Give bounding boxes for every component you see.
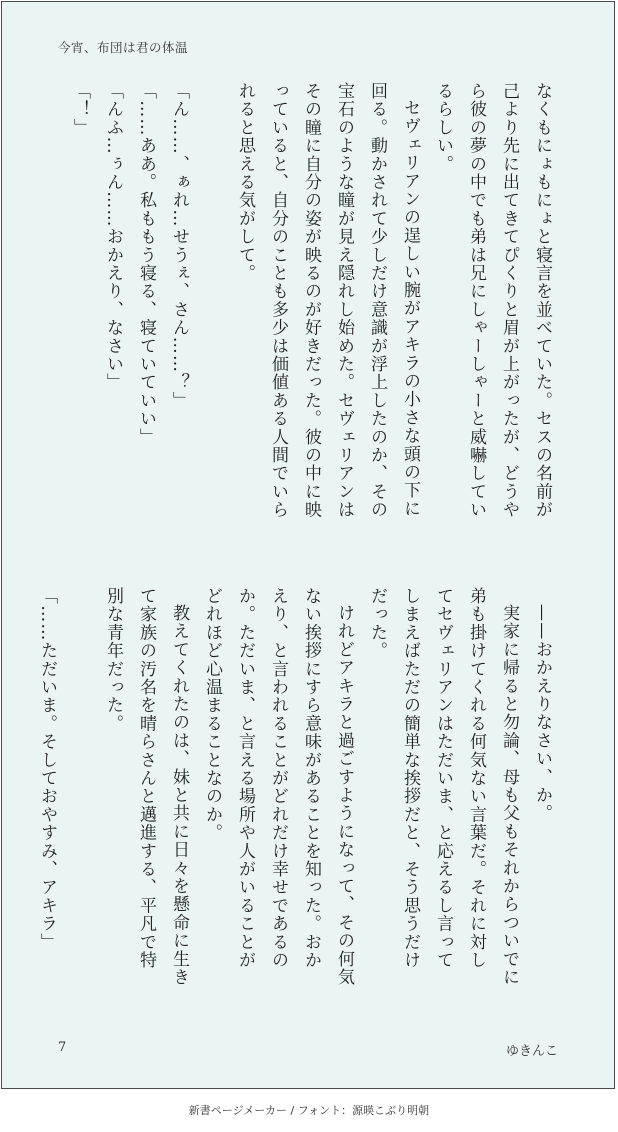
author-name: ゆきんこ [505, 1044, 558, 1059]
paragraph: セヴェリアンの逞しい腕がアキラの小さな頭の下に回る。動かされて少しだけ意識が浮上したのか、その宝石のような瞳が見え隠れし始めた。セヴェリアンはその瞳に自分の姿が映るのが好きだった。彼の中に映っていると、自分のことも多少は価値ある人間でいられると思える気がして。 [235, 82, 420, 519]
paragraph: 「……ああ。私ももう寝る、寝ていていい」 [136, 82, 156, 446]
paragraph: 「んふ…ぅん……おかえり、なさい」 [103, 82, 123, 392]
page-number: 7 [58, 1040, 67, 1055]
paragraph: 実家に帰ると勿論、母も父もそれからついでに弟も掛けてくれる何気ない言葉だ。それに対してセヴェリアンはただいま、と応えるし言ってしまえばただの簡単な挨拶だと、そう思うだけだった。 [367, 587, 519, 987]
paragraph-gap [63, 587, 96, 987]
text-block-top [63, 82, 558, 532]
paragraph-gap [195, 82, 228, 532]
paragraph: ——おかえりなさい、か。 [532, 604, 552, 823]
paragraph: けれどアキラと過ごすようになって、その何気ない挨拶にすら意味があることを知った。おかえり、と言われることがどれだけ幸せであるのか。ただいま、と言える場所や人がいることがどれほど心温まることなのか。 [202, 587, 354, 987]
credit-line: 新書ページメーカー / フォント：源暎こぶり明朝 [188, 1104, 430, 1117]
paragraph: 「……ただいま。そしておやすみ、アキラ」 [37, 587, 57, 951]
paragraph: 「ん……、ぁれ…せうぇ、さん……？」 [169, 82, 189, 410]
paragraph: 教えてくれたのは、妹と共に日々を懸命に生きて家族の汚名を晴らさんと邁進する、平凡で特別な青年だった。 [103, 587, 189, 987]
paragraph: なくもにょもにょと寝言を並べていた。セスの名前が己より先に出てきてぴくりと眉が上がったが、どうやら彼の夢の中でも弟は兄にしゃーしゃーと威嚇しているらしい。 [433, 82, 552, 519]
text-block-bottom [30, 587, 558, 987]
running-title: 今宵、布団は君の体温 [58, 40, 189, 55]
book-page [1, 1, 615, 1089]
paragraph: 「！」 [70, 82, 90, 137]
